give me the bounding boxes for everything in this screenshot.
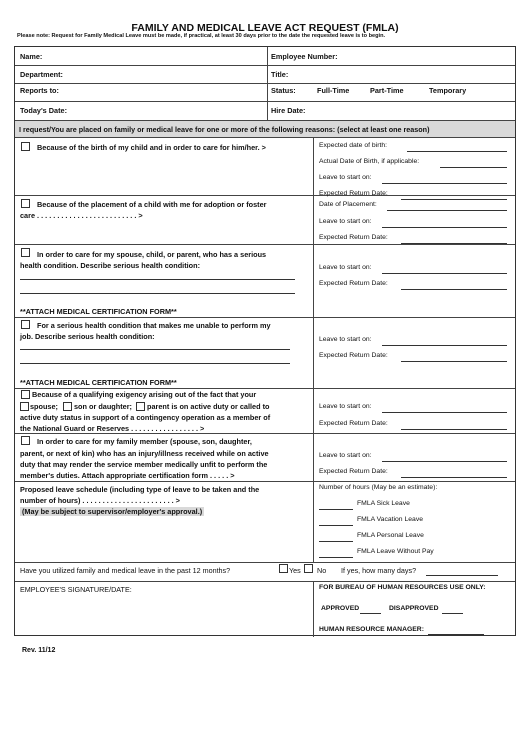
expected-birth-label: Expected date of birth:	[319, 142, 388, 149]
utilized-yes-checkbox[interactable]	[279, 564, 288, 573]
expected-birth-field[interactable]	[407, 151, 507, 152]
how-many-days-field[interactable]	[426, 575, 498, 576]
service-member-text-line3: duty that may render the service member medically unfit to perform the	[20, 460, 268, 469]
reports-to-label: Reports to:	[20, 86, 59, 95]
adoption-text-line2: care . . . . . . . . . . . . . . . . . . . . . . . . . >	[20, 211, 143, 220]
actual-birth-field[interactable]	[440, 167, 507, 168]
title-label: Title:	[271, 70, 289, 79]
service-member-text-line4: member's duties. Attach appropriate certification form . . . . . >	[20, 471, 235, 480]
approved-label: APPROVED	[321, 605, 360, 612]
service-member-text-line1: In order to care for my family member (spouse, son, daughter,	[37, 437, 252, 446]
own-health-checkbox[interactable]	[21, 320, 30, 329]
own-health-return-label: Expected Return Date:	[319, 352, 388, 359]
service-member-return-label: Expected Return Date:	[319, 468, 388, 475]
birth-return-field[interactable]	[401, 199, 507, 200]
exigency-son-daughter-label: son or daughter;	[74, 402, 132, 411]
hire-date-label: Hire Date:	[271, 106, 306, 115]
schedule-approval-note: (May be subject to supervisor/employer's approval.)	[22, 507, 203, 516]
part-time-option[interactable]: Part-Time	[370, 86, 404, 95]
adoption-checkbox[interactable]	[21, 199, 30, 208]
exigency-leave-start-field[interactable]	[382, 412, 507, 413]
birth-leave-start-field[interactable]	[382, 183, 507, 184]
personal-leave-label: FMLA Personal Leave	[357, 532, 424, 539]
full-time-option[interactable]: Full-Time	[317, 86, 350, 95]
own-health-text-line1: For a serious health condition that makes me unable to perform my	[37, 321, 271, 330]
birth-reason-text: Because of the birth of my child and in order to care for him/her. >	[37, 143, 266, 152]
approved-field[interactable]	[360, 613, 381, 614]
name-label: Name:	[20, 52, 43, 61]
adoption-text-line1: Because of the placement of a child with me for adoption or foster	[37, 200, 267, 209]
family-care-return-label: Expected Return Date:	[319, 280, 388, 287]
own-health-return-field[interactable]	[401, 361, 507, 362]
service-member-return-field[interactable]	[401, 477, 507, 478]
hours-estimate-label: Number of hours (May be an estimate):	[319, 484, 438, 491]
exigency-text-line3: active duty status in support of a contingency operation as a member of	[20, 413, 271, 422]
disapproved-field[interactable]	[442, 613, 463, 614]
family-care-leave-start-field[interactable]	[382, 273, 507, 274]
family-care-text-line2: health condition. Describe serious health condition:	[20, 261, 201, 270]
own-health-attach-note: **ATTACH MEDICAL CERTIFICATION FORM**	[20, 378, 177, 387]
hr-manager-field[interactable]	[428, 634, 484, 635]
own-health-leave-start-field[interactable]	[382, 345, 507, 346]
utilized-yes-label: Yes	[289, 566, 301, 575]
form-note: Please note: Request for Family Medical Leave must be made, if practical, at least 30 days prior to the date the requested leave is to begin.	[17, 33, 386, 39]
without-pay-label: FMLA Leave Without Pay	[357, 548, 434, 555]
family-care-checkbox[interactable]	[21, 248, 30, 257]
schedule-text-line1: Proposed leave schedule (including type of leave to be taken and the	[20, 485, 260, 494]
service-member-checkbox[interactable]	[21, 436, 30, 445]
exigency-parent-text: parent is on active duty or called to	[147, 402, 270, 411]
schedule-text-line2: number of hours) . . . . . . . . . . . . . . . . . . . . . . . >	[20, 496, 180, 505]
placement-date-field[interactable]	[387, 210, 507, 211]
own-health-leave-start-label: Leave to start on:	[319, 336, 372, 343]
exigency-text-line1: Because of a qualifying exigency arising out of the fact that your	[32, 390, 257, 399]
hr-manager-label: HUMAN RESOURCE MANAGER:	[319, 626, 424, 633]
employee-number-label: Employee Number:	[271, 52, 338, 61]
spouse-checkbox[interactable]	[20, 402, 29, 411]
revision-label: Rev. 11/12	[22, 647, 56, 654]
bureau-heading: FOR BUREAU OF HUMAN RESOURCES USE ONLY:	[319, 584, 486, 591]
service-member-leave-start-field[interactable]	[382, 461, 507, 462]
how-many-days-label: If yes, how many days?	[341, 566, 417, 575]
birth-leave-start-label: Leave to start on:	[319, 174, 372, 181]
department-label: Department:	[20, 70, 63, 79]
disapproved-label: DISAPPROVED	[389, 605, 439, 612]
exigency-return-label: Expected Return Date:	[319, 420, 388, 427]
adoption-leave-start-label: Leave to start on:	[319, 218, 372, 225]
adoption-return-label: Expected Return Date:	[319, 234, 388, 241]
family-care-return-field[interactable]	[401, 289, 507, 290]
without-pay-hours-field[interactable]	[319, 557, 353, 558]
parent-checkbox[interactable]	[136, 402, 145, 411]
reasons-heading: I request/You are placed on family or medical leave for one or more of the following reasons: (select at least one reason)	[19, 125, 430, 134]
family-care-leave-start-label: Leave to start on:	[319, 264, 372, 271]
signature-label: EMPLOYEE'S SIGNATURE/DATE:	[20, 585, 132, 594]
son-daughter-checkbox[interactable]	[63, 402, 72, 411]
personal-leave-hours-field[interactable]	[319, 541, 353, 542]
family-care-description-line2[interactable]	[20, 293, 295, 294]
todays-date-label: Today's Date:	[20, 106, 68, 115]
vacation-leave-hours-field[interactable]	[319, 525, 353, 526]
exigency-checkbox[interactable]	[21, 390, 30, 399]
adoption-leave-start-field[interactable]	[382, 227, 507, 228]
utilized-no-label: No	[317, 566, 327, 575]
exigency-return-field[interactable]	[401, 429, 507, 430]
placement-date-label: Date of Placement:	[319, 201, 377, 208]
own-health-description-line1[interactable]	[20, 349, 290, 350]
sick-leave-label: FMLA Sick Leave	[357, 500, 410, 507]
family-care-text-line1: In order to care for my spouse, child, or parent, who has a serious	[37, 250, 267, 259]
own-health-text-line2: job. Describe serious health condition:	[20, 332, 155, 341]
own-health-description-line2[interactable]	[20, 363, 290, 364]
actual-birth-label: Actual Date of Birth, if applicable:	[319, 158, 420, 165]
vacation-leave-label: FMLA Vacation Leave	[357, 516, 423, 523]
temporary-option[interactable]: Temporary	[429, 86, 467, 95]
utilized-question: Have you utilized family and medical leave in the past 12 months?	[20, 566, 231, 575]
family-care-description-line1[interactable]	[20, 279, 295, 280]
form-title: FAMILY AND MEDICAL LEAVE ACT REQUEST (FMLA)	[131, 22, 399, 34]
status-label: Status:	[271, 86, 296, 95]
birth-return-label: Expected Return Date:	[319, 190, 388, 197]
utilized-no-checkbox[interactable]	[304, 564, 313, 573]
exigency-text-line4: the National Guard or Reserves . . . . . . . . . . . . . . . . . >	[20, 424, 205, 433]
adoption-return-field[interactable]	[401, 243, 507, 244]
sick-leave-hours-field[interactable]	[319, 509, 353, 510]
exigency-leave-start-label: Leave to start on:	[319, 403, 372, 410]
family-care-attach-note: **ATTACH MEDICAL CERTIFICATION FORM**	[20, 307, 177, 316]
service-member-text-line2: parent, or next of kin) who has an injury/illness received while on active	[20, 449, 269, 458]
service-member-leave-start-label: Leave to start on:	[319, 452, 372, 459]
fmla-form	[14, 46, 516, 636]
birth-checkbox[interactable]	[21, 142, 30, 151]
exigency-spouse-label: spouse;	[30, 402, 58, 411]
